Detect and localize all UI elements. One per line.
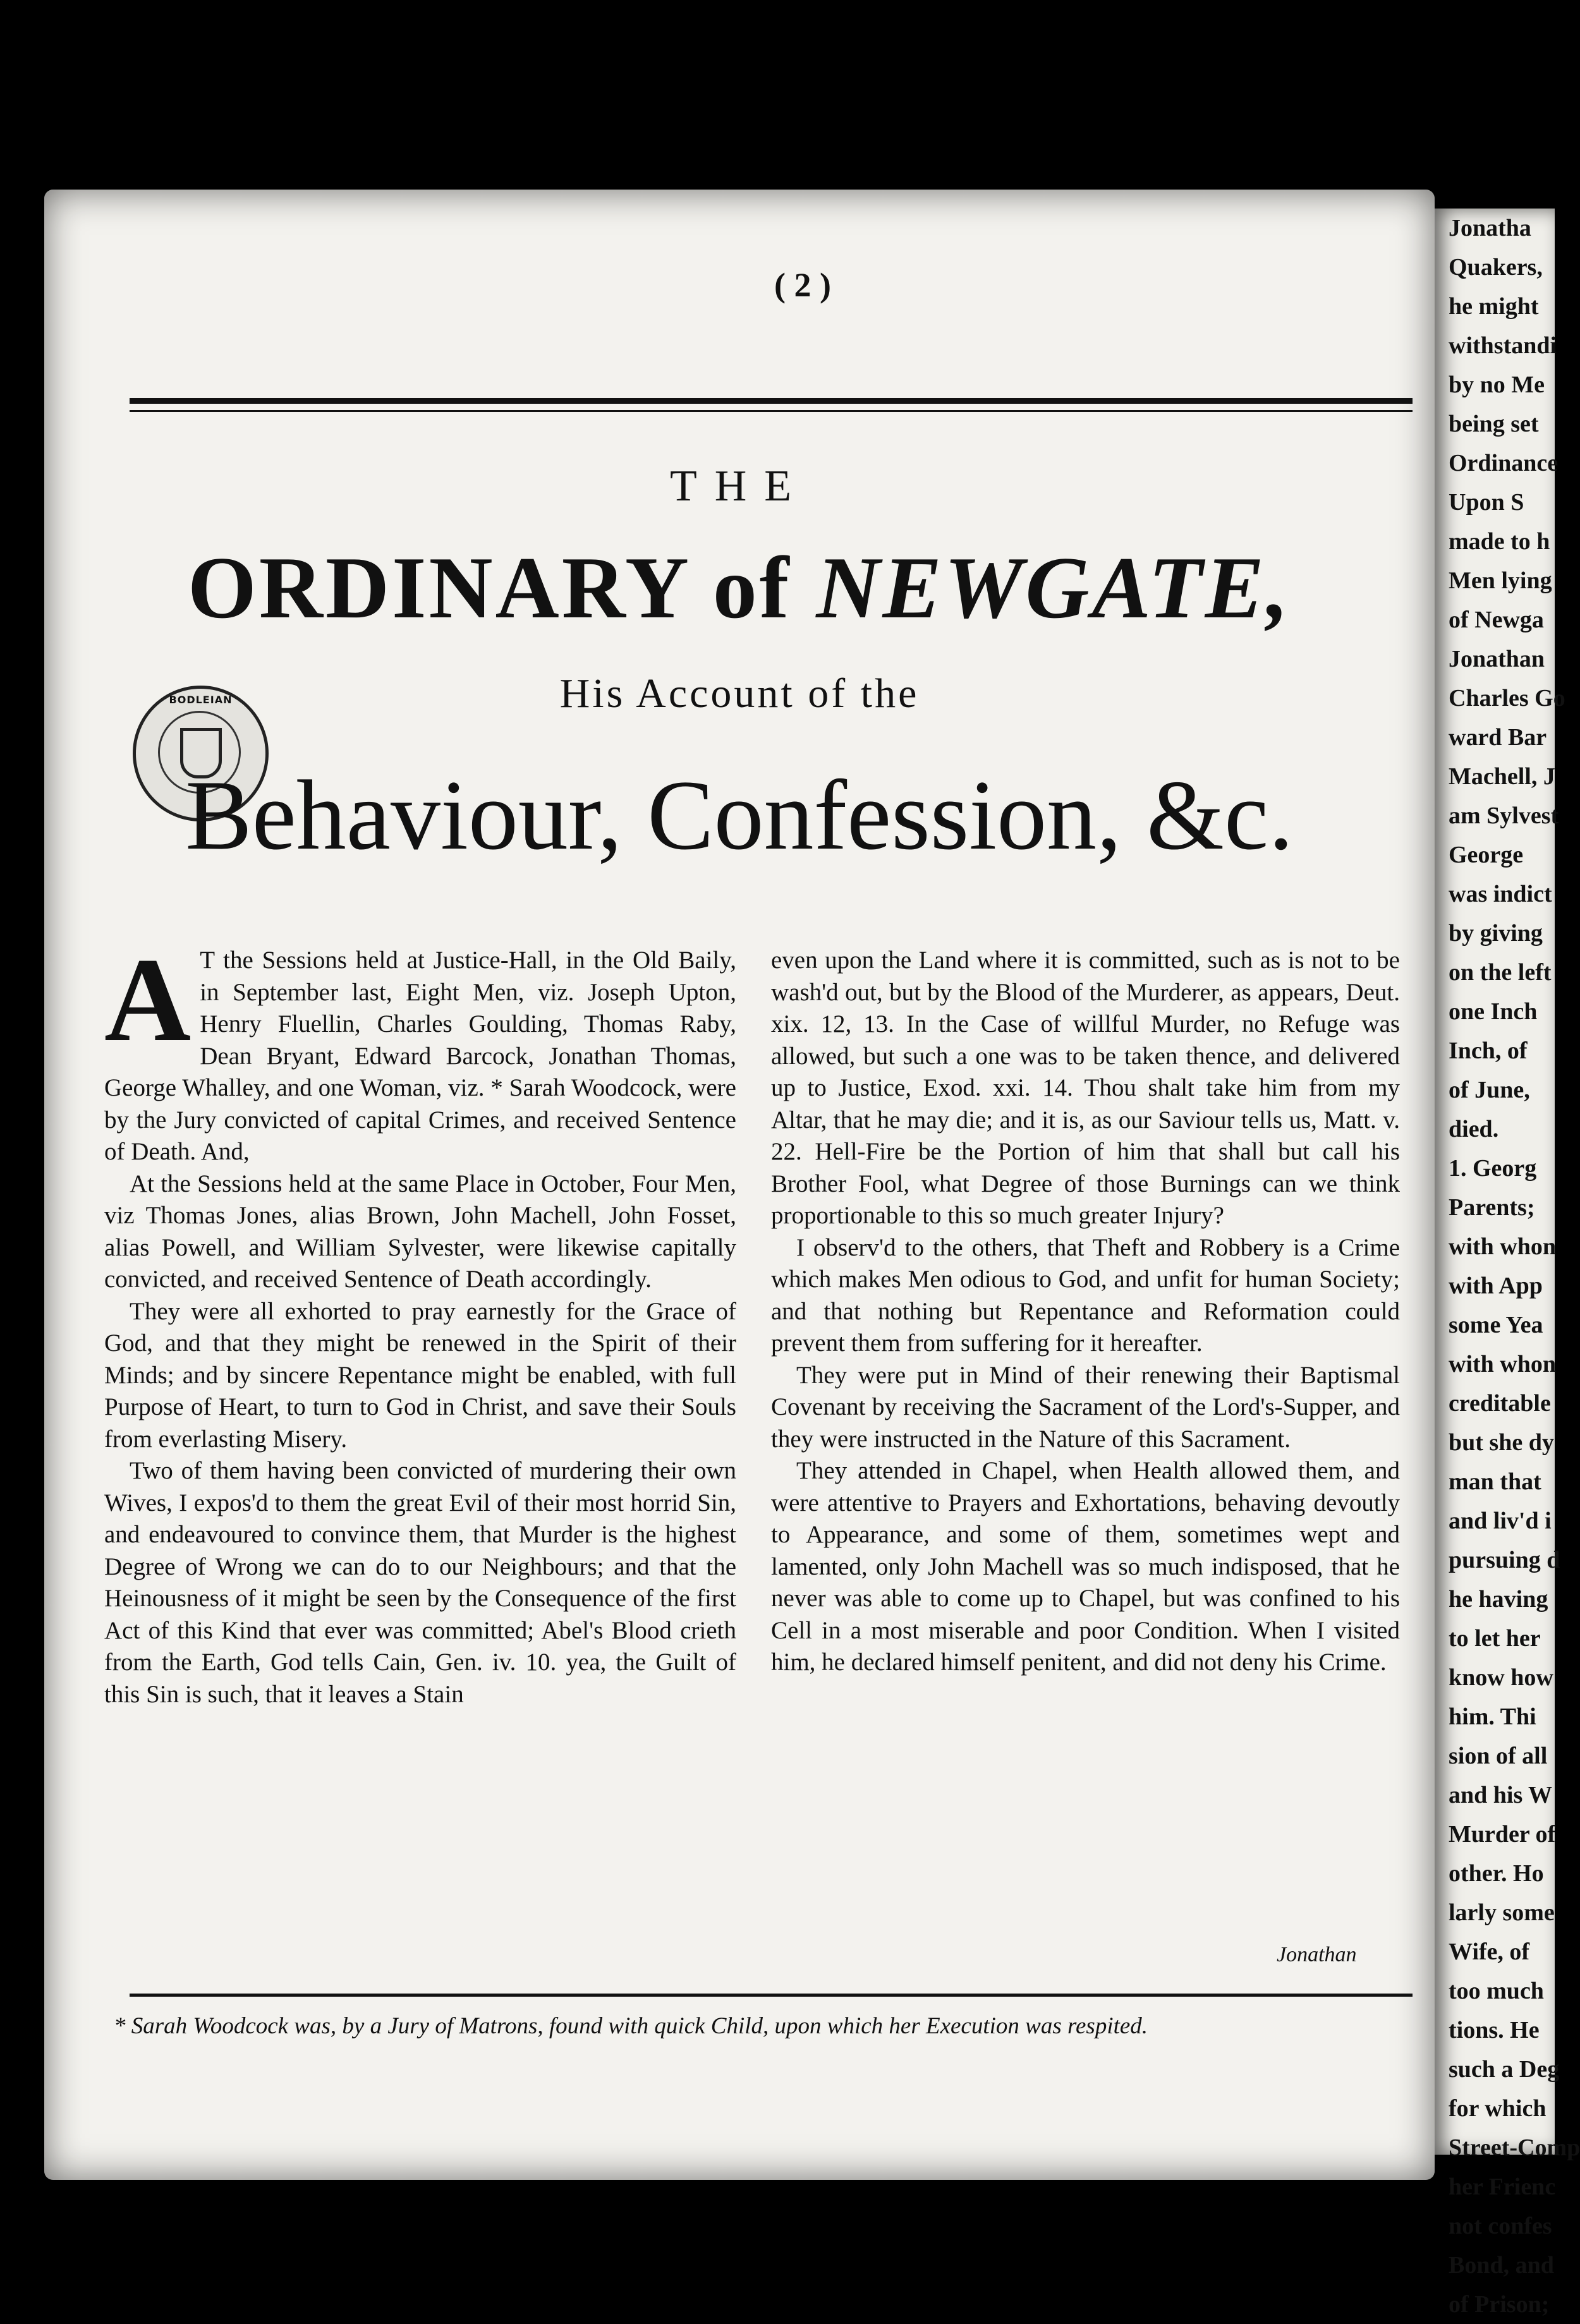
facing-page-line: he having [1449, 1586, 1548, 1613]
facing-page-line: to let her [1449, 1625, 1541, 1652]
paragraph: even upon the Land where it is committed, such as is not to be wash'd out, but by the Blood of the Murderer, as appears, Deut. xix. 12, 13. In the Case of willful Murder, no Refuge was allowed, but such a one was to be taken thence, and delivered up to Justice, Exod. xxi. 14. Thou shalt take him from my Altar, that he may die; and it is, as our Saviour tells us, Matt. v. 22. Hell-Fire be the Portion of him that shall but call his Brother Fool, what Degree of those Burnings can we think proportionable to this so much greater Injury? [771, 947, 1400, 1229]
paragraph: They were all exhorted to pray earnestly for the Grace of God, and that they might be renewed in the Spirit of their Minds; and by sincere Repentance might be enabled, with full Purpose of Heart, to turn to God in Christ, and save their Souls from everlasting Misery. [104, 1297, 736, 1453]
facing-page-line: Murder of [1449, 1821, 1556, 1848]
paragraph: They attended in Chapel, when Health allowed them, and were attentive to Prayers and Exhortations, behaving devoutly to Appearance, and some of them, sometimes wept and lamented, only John Machell was so much indisposed, that he never was able to come up to Chapel, but was confined to his Cell in a most miserable and poor Condition. When I visited him, he declared himself penitent, and did not deny his Crime. [771, 1457, 1400, 1676]
catchword: Jonathan [1277, 1943, 1357, 1966]
facing-page-line: Jonathan [1449, 646, 1545, 672]
title-ordinary [44, 537, 1435, 639]
facing-page-line: Men lying [1449, 567, 1552, 594]
facing-page-line: and liv'd i [1449, 1508, 1552, 1534]
facing-page-line: tions. He [1449, 2017, 1540, 2043]
facing-page-line: and his W [1449, 1782, 1553, 1808]
facing-page-line: Jonatha [1449, 215, 1531, 241]
facing-page-line: know how [1449, 1664, 1553, 1691]
facing-page-line: some Yea [1449, 1312, 1543, 1338]
facing-page-line: Wife, of [1449, 1939, 1530, 1965]
facing-page-line: being set [1449, 411, 1539, 437]
title-behaviour: Behaviour, Confession, &c. [185, 760, 1294, 871]
text-column-right [771, 945, 1400, 1679]
facing-page-line: her Frienc [1449, 2174, 1556, 2200]
facing-page-line: sion of all [1449, 1743, 1548, 1769]
title-ordinary-prefix: ORDINARY of [187, 539, 792, 637]
facing-page-line: Machell, J [1449, 763, 1555, 790]
facing-page-line: Upon S [1449, 489, 1524, 516]
facing-page-line: withstandi [1449, 332, 1557, 359]
facing-page-line: Ordinance [1449, 450, 1559, 476]
facing-page-line: Quakers, [1449, 254, 1543, 281]
facing-page-line: creditable [1449, 1390, 1551, 1417]
paragraph: A T the Sessions held at Justice-Hall, in the Old Baily, in September last, Eight Men, viz. Joseph Upton, Henry Fluellin, Charles Goulding, Thomas Raby, Dean Bryant, Edward Barcock, Jonathan Thomas, George Whalley, and one Woman, viz. * Sarah Woodcock, were by the Jury convicted of capital Crimes, and received Sentence of Death. And, [104, 934, 736, 1165]
facing-page-line: other. Ho [1449, 1860, 1544, 1887]
footnote-rule [130, 1994, 1413, 1997]
text-column-left [104, 934, 736, 1710]
facing-page-line: pursuing d [1449, 1547, 1560, 1573]
facing-page-line: am Sylvest [1449, 802, 1559, 829]
facing-page-line: Inch, of [1449, 1038, 1528, 1064]
facing-page-line: 1. Georg [1449, 1155, 1537, 1182]
facing-page-edge [1435, 209, 1580, 2318]
facing-page-line: man that [1449, 1468, 1541, 1495]
facing-page-line: for which [1449, 2095, 1547, 2122]
facing-page-line: George [1449, 842, 1524, 868]
facing-page-line: of Prison; [1449, 2291, 1550, 2318]
title-newgate: NEWGATE, [816, 539, 1292, 637]
paragraph: They were put in Mind of their renewing their Baptismal Covenant by receiving the Sacrament of the Lord's-Supper, and they were instructed in the Nature of this Sacrament. [771, 1361, 1400, 1453]
facing-page-line: Charles Go [1449, 685, 1565, 711]
drop-cap: A [104, 934, 191, 1067]
facing-page-line: too much [1449, 1978, 1544, 2004]
paragraph: At the Sessions held at the same Place in October, Four Men, viz Thomas Jones, alias Brown, John Machell, John Fosset, alias Powell, and William Sylvester, were likewise capitally convicted, and received Sentence of Death accordingly. [104, 1170, 736, 1293]
facing-page-line: larly some [1449, 1899, 1555, 1926]
top-double-rule [130, 398, 1413, 412]
title-the: THE [669, 462, 810, 511]
facing-page-line: ward Bar [1449, 724, 1547, 751]
seal-text: BODLEIAN [169, 694, 233, 706]
facing-page-line: died. [1449, 1116, 1499, 1142]
footnote: * Sarah Woodcock was, by a Jury of Matrons, found with quick Child, upon which her Execution was respited. [114, 2013, 1148, 2039]
facing-page-line: not confes [1449, 2213, 1552, 2239]
facing-page-line: by no Me [1449, 372, 1545, 398]
facing-page-line: one Inch [1449, 998, 1538, 1025]
facing-page-line: Parents; [1449, 1194, 1535, 1221]
facing-page-line: him. Thi [1449, 1704, 1536, 1730]
facing-page-line: Street-Comp [1449, 2134, 1580, 2161]
paragraph: Two of them having been convicted of murdering their own Wives, I expos'd to them the great Evil of their most horrid Sin, and endeavoured to convince them, that Murder is the highest Degree of Wrong we can do to our Neighbours; and that the Heinousness of it might be seen by the Consequence of the first Act of this Kind that ever was committed; Abel's Blood crieth from the Earth, God tells Cain, Gen. iv. 10. yea, the Guilt of this Sin is such, that it leaves a Stain [104, 1457, 736, 1708]
facing-page-line: Bond, and [1449, 2252, 1554, 2279]
paragraph: I observ'd to the others, that Theft and Robbery is a Crime which makes Men odious to God, and unfit for human Society; and that nothing but Repentance and Reformation could prevent them from suffering for it hereafter. [771, 1233, 1400, 1357]
facing-page-line: of Newga [1449, 607, 1544, 633]
book-page [44, 190, 1435, 2180]
page-number: ( 2 ) [774, 266, 831, 304]
facing-page-line: by giving [1449, 920, 1543, 947]
facing-page-line: was indict [1449, 881, 1552, 907]
facing-page-line: such a Deg [1449, 2056, 1560, 2083]
facing-page-line: on the left [1449, 959, 1552, 986]
title-his-account: His Account of the [559, 670, 920, 717]
facing-page-line: with App [1449, 1273, 1543, 1299]
facing-page-line: with whon [1449, 1233, 1556, 1260]
facing-page-line: he might [1449, 293, 1539, 320]
facing-page-line: of June, [1449, 1077, 1530, 1103]
facing-page-line: made to h [1449, 528, 1550, 555]
facing-page-line: with whon [1449, 1351, 1556, 1377]
facing-page-line: but she dy [1449, 1429, 1554, 1456]
